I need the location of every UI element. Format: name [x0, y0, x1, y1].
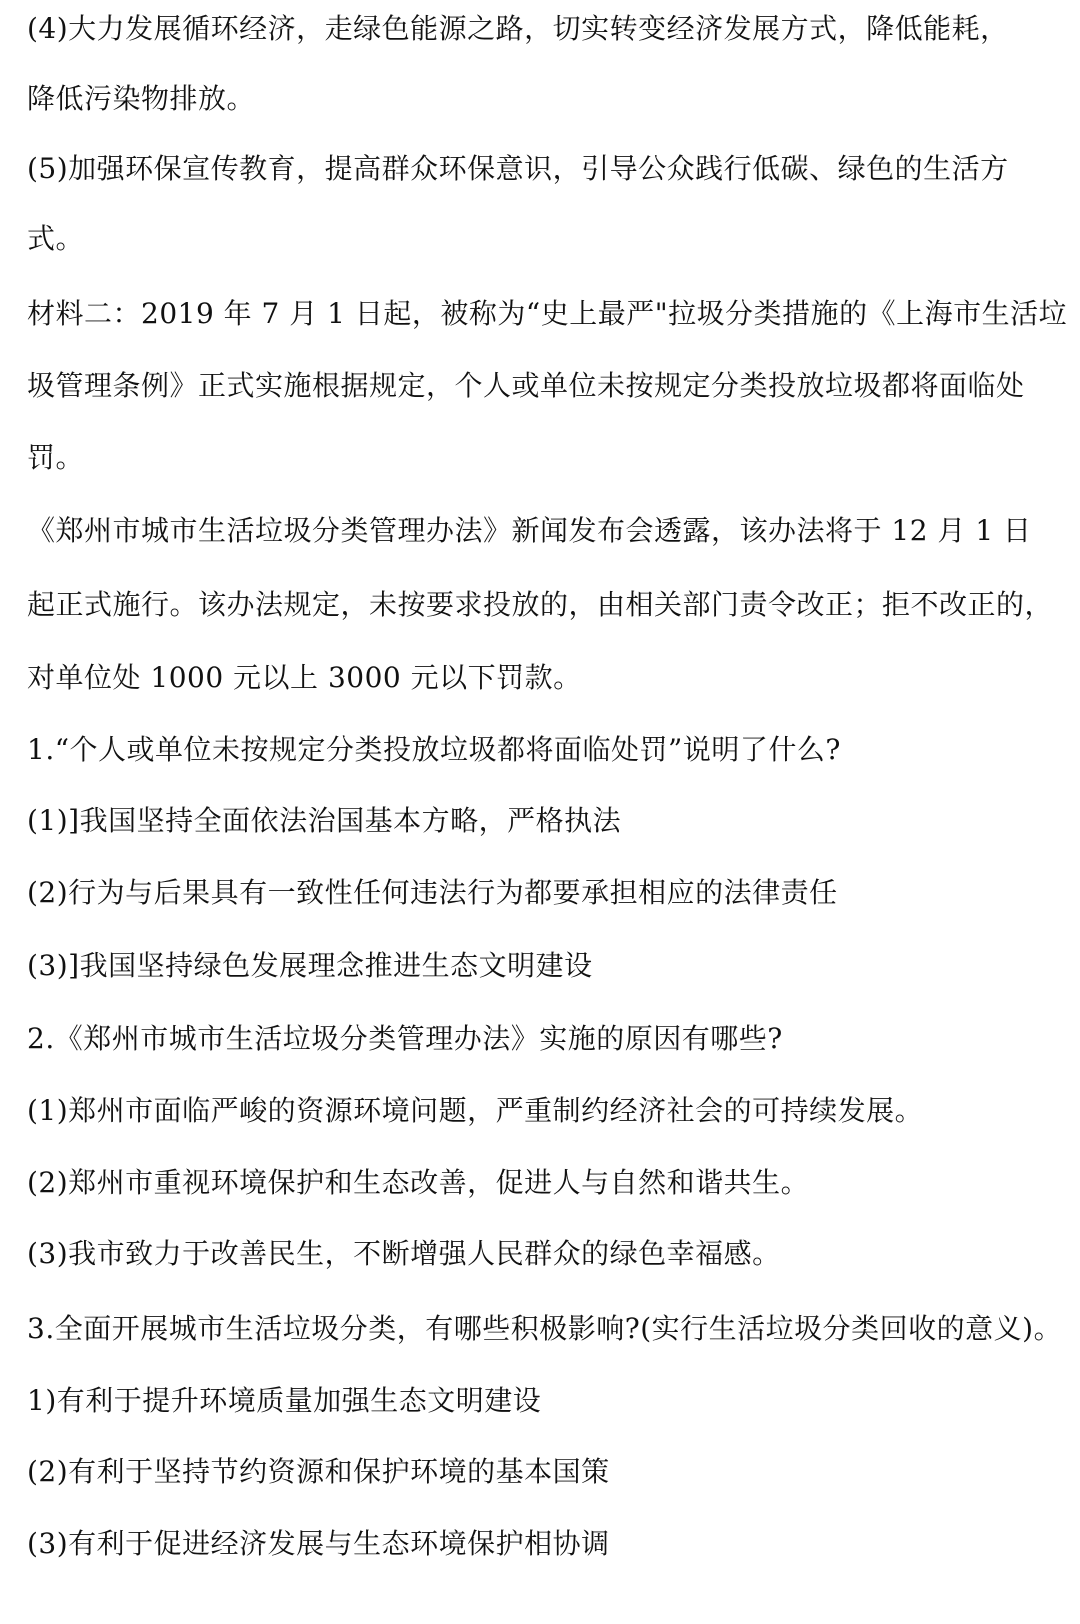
answer-1-1: (1)]我国坚持全面依法治国基本方略，严格执法 — [27, 804, 622, 837]
text-line: 对单位处 1000 元以上 3000 元以下罚款。 — [27, 661, 582, 694]
text-line: 圾管理条例》正式实施根据规定，个人或单位未按规定分类投放垃圾都将面临处 — [27, 369, 1025, 402]
answer-1-3: (3)]我国坚持绿色发展理念推进生态文明建设 — [27, 949, 593, 982]
text-line: 《郑州市城市生活垃圾分类管理办法》新闻发布会透露，该办法将于 12 月 1 日 — [27, 514, 1032, 547]
answer-3-1: 1)有利于提升环境质量加强生态文明建设 — [27, 1384, 542, 1417]
answer-1-2: (2)行为与后果具有一致性任何违法行为都要承担相应的法律责任 — [27, 876, 838, 909]
text-line: 材料二：2019 年 7 月 1 日起，被称为“史上最严"拉圾分类措施的《上海市生活垃 — [27, 297, 1068, 330]
question-2: 2.《郑州市城市生活垃圾分类管理办法》实施的原因有哪些? — [27, 1022, 783, 1055]
question-1: 1.“个人或单位未按规定分类投放垃圾都将面临处罚”说明了什么? — [27, 733, 841, 766]
text-line: (5)加强环保宣传教育，提高群众环保意识，引导公众践行低碳、绿色的生活方 — [27, 152, 1009, 185]
text-line: (4)大力发展循环经济，走绿色能源之路，切实转变经济发展方式，降低能耗， — [27, 12, 1009, 45]
answer-2-1: (1)郑州市面临严峻的资源环境问题，严重制约经济社会的可持续发展。 — [27, 1094, 924, 1127]
text-line: 降低污染物排放。 — [27, 82, 256, 115]
answer-3-3: (3)有利于促进经济发展与生态环境保护相协调 — [27, 1527, 610, 1560]
answer-2-2: (2)郑州市重视环境保护和生态改善，促进人与自然和谐共生。 — [27, 1166, 810, 1199]
question-3: 3.全面开展城市生活垃圾分类，有哪些积极影响?(实行生活垃圾分类回收的意义)。 — [27, 1312, 1063, 1345]
answer-2-3: (3)我市致力于改善民生，不断增强人民群众的绿色幸福感。 — [27, 1237, 781, 1270]
text-line: 起正式施行。该办法规定，未按要求投放的，由相关部门责令改正；拒不改正的， — [27, 588, 1054, 621]
answer-3-2: (2)有利于坚持节约资源和保护环境的基本国策 — [27, 1455, 610, 1488]
text-line: 罚。 — [27, 441, 85, 474]
text-line: 式。 — [27, 222, 85, 255]
